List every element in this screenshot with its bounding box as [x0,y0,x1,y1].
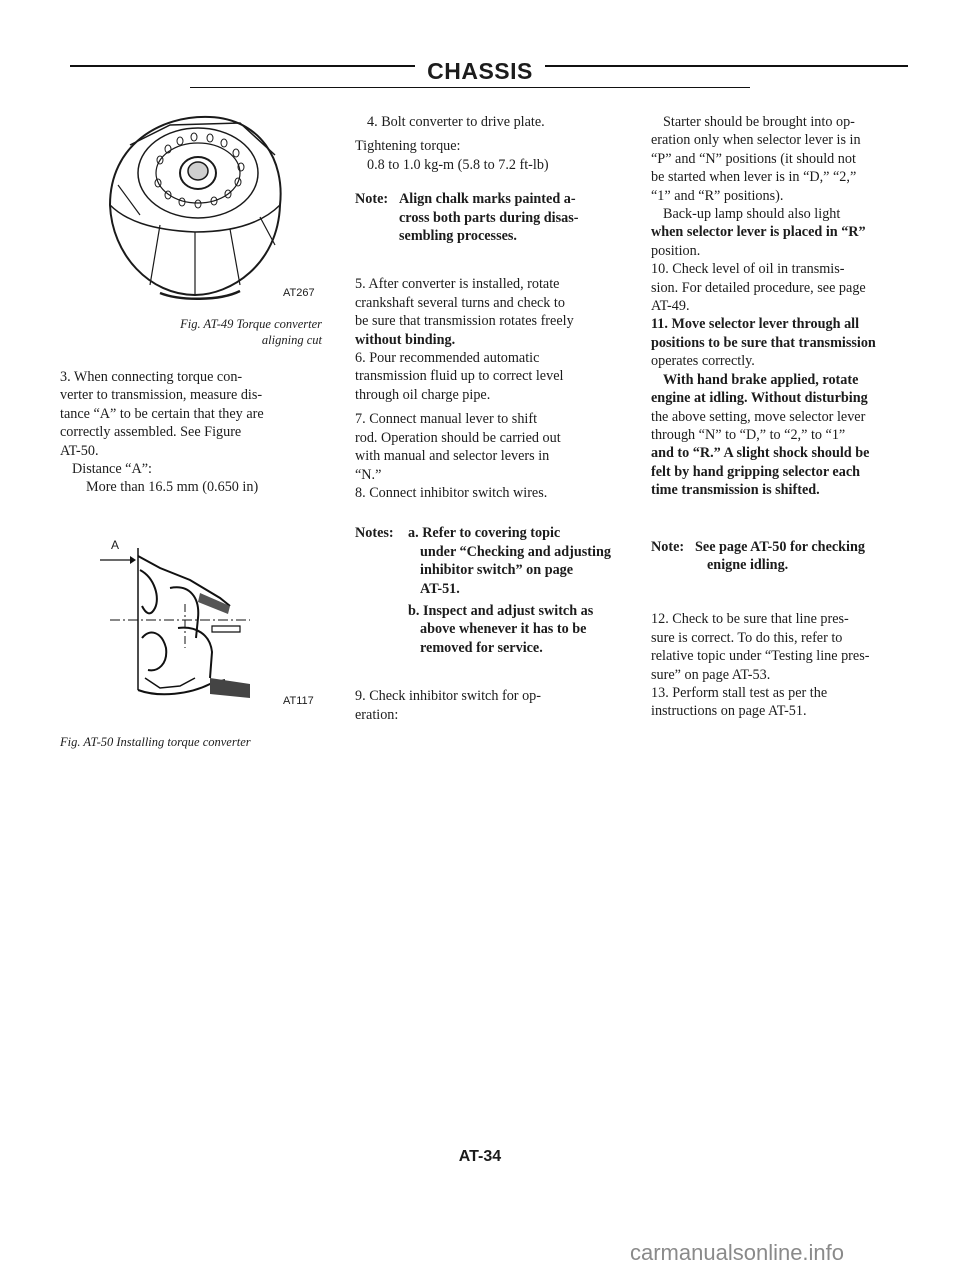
notes-b-line: removed for service. [420,639,543,656]
step12-line: 12. Check to be sure that line pres- [651,611,849,628]
note-line: Align chalk marks painted a- [399,191,576,208]
fig49-code: AT267 [283,287,315,299]
notes-a-line: AT-51. [420,580,460,597]
step3-line: verter to transmission, measure dis- [60,387,263,404]
step5-line: be sure that transmission rotates freely [355,313,574,330]
header-rule-bottom [190,87,750,88]
brake-line: through “N” to “D,” to “2,” to “1” [651,426,846,443]
notes-a-line: a. Refer to covering topic [408,525,561,542]
fig49-caption-line1: Fig. AT-49 Torque converter [180,317,322,331]
step13-line: 13. Perform stall test as per the [651,684,828,701]
step7-line: 7. Connect manual lever to shift [355,411,538,428]
step9-line: 9. Check inhibitor switch for op- [355,688,541,705]
notes-b-line: above whenever it has to be [420,621,587,638]
brake-line: With hand brake applied, rotate [663,371,859,388]
column-2 [355,113,617,724]
note-line: sembling processes. [399,228,517,245]
brake-line: felt by hand gripping selector each [651,463,861,480]
step3-line: correctly assembled. See Figure [60,424,242,441]
fig50-label-a: A [111,538,120,552]
step7-line: “N.” [355,466,382,483]
brake-line: the above setting, move selector lever [651,408,866,425]
step4: 4. Bolt converter to drive plate. [367,114,545,130]
fig49-caption-line2: aligning cut [261,333,322,347]
step6-line: 6. Pour recommended automatic [355,350,540,367]
installing-converter-diagram [100,548,270,708]
step7-line: with manual and selector levers in [355,448,550,465]
brake-line: time transmission is shifted. [651,482,820,499]
step10-line: AT-49. [651,298,690,315]
fig50-code: AT117 [283,695,314,707]
brake-line: engine at idling. Without disturbing [651,390,868,407]
notes-b-line: b. Inspect and adjust switch as [408,602,594,619]
notes-a-line: inhibitor switch” on page [420,562,574,579]
starter-line: “P” and “N” positions (it should not [651,150,856,167]
step5-line: without binding. [355,331,456,348]
torque-converter-illustration [100,105,290,305]
step3-block [60,368,322,497]
notes-inhibitor [355,524,617,657]
step5-line: 5. After converter is installed, rotate [355,276,560,293]
notes-label: Notes: [355,525,394,542]
distance-label: Distance “A”: [72,461,152,478]
note-label: Note: [355,191,389,208]
step10-line: sion. For detailed procedure, see page [651,279,866,296]
torque-label: Tightening torque: [355,138,461,155]
step12-line: sure” on page AT-53. [651,666,771,683]
step7-line: rod. Operation should be carried out [355,429,561,446]
step11-line: positions to be sure that transmission [651,334,876,351]
step9-line: eration: [355,706,399,723]
starter-line: Starter should be brought into op- [663,114,855,130]
note-line: enigne idling. [707,556,789,573]
backup-line: Back-up lamp should also light [663,206,841,223]
note-idling [651,538,899,575]
page-title-text: CHASSIS [415,58,545,84]
step3-line: tance “A” to be certain that they are [60,405,264,422]
step11-line: 11. Move selector lever through all [651,316,860,333]
column-3 [651,113,899,721]
note-label: Note: [651,538,685,555]
page-title [0,58,960,85]
page-number: AT-34 [458,1148,502,1165]
fig50-caption-block [60,734,322,750]
starter-line: eration only when selector lever is in [651,132,861,149]
notes-a-line: under “Checking and adjusting [420,543,611,560]
step6-line: transmission fluid up to correct level [355,368,564,385]
torque-value: 0.8 to 1.0 kg-m (5.8 to 7.2 ft-lb) [367,156,549,173]
step3-line: AT-50. [60,442,99,459]
fig49-caption [60,316,322,348]
backup-line: position. [651,242,701,259]
backup-line: when selector lever is placed in “R” [651,224,866,241]
note-line: cross both parts during disas- [399,209,579,226]
fig50-caption: Fig. AT-50 Installing torque converter [60,735,251,749]
step3-line: 3. When connecting torque con- [60,369,243,385]
distance-value: More than 16.5 mm (0.650 in) [86,479,259,496]
starter-line: be started when lever is in “D,” “2,” [651,169,857,186]
step13-line: instructions on page AT-51. [651,703,807,720]
step11-line: operates correctly. [651,353,755,370]
note-chalk-marks [355,190,617,245]
note-line: See page AT-50 for checking [695,538,865,555]
step12-line: relative topic under “Testing line pres- [651,648,870,665]
step10-line: 10. Check level of oil in transmis- [651,261,845,278]
watermark: carmanualsonline.info [630,1240,845,1265]
starter-line: “1” and “R” positions). [651,187,784,204]
step6-line: through oil charge pipe. [355,386,491,403]
brake-line: and to “R.” A slight shock should be [651,445,870,462]
step8: 8. Connect inhibitor switch wires. [355,484,548,501]
step5-line: crankshaft several turns and check to [355,294,565,311]
step12-line: sure is correct. To do this, refer to [651,629,843,646]
